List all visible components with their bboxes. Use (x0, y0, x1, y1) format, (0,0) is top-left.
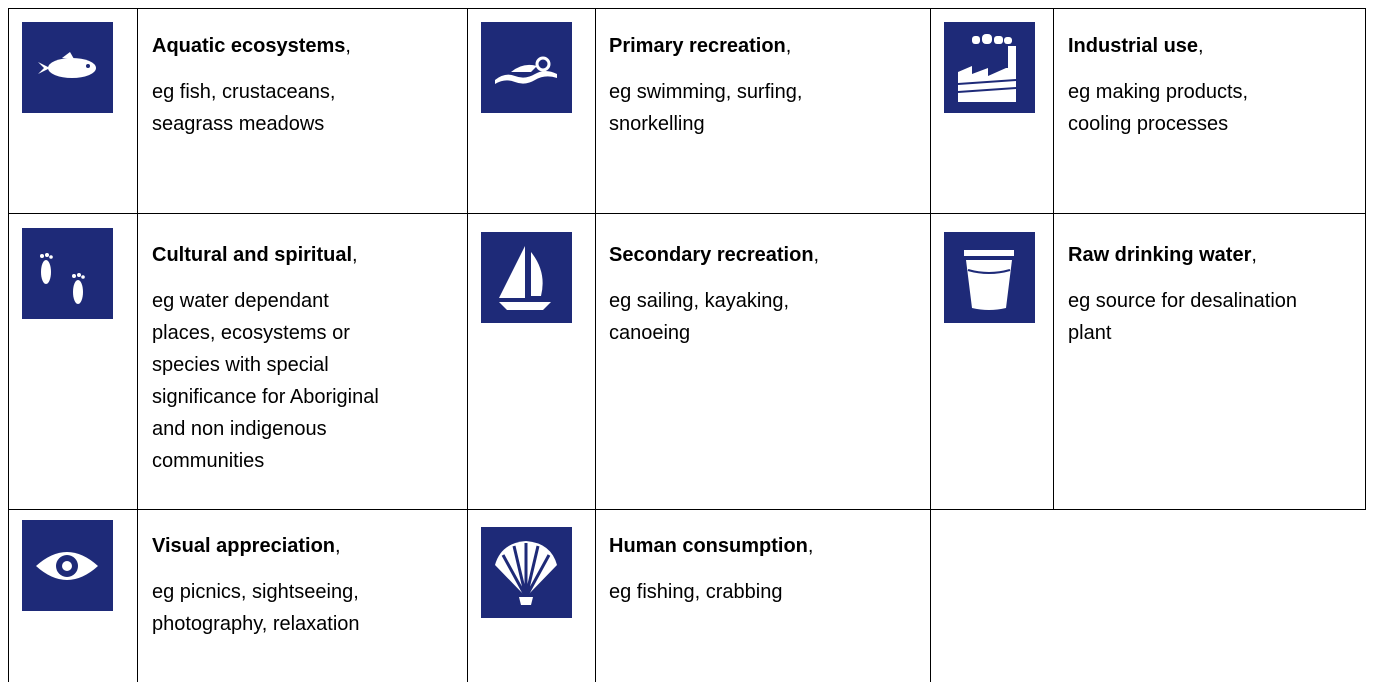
shell-icon (481, 527, 572, 618)
desc-line: eg water dependant (152, 290, 329, 312)
cell-industrial-use (1068, 30, 1248, 140)
cell-title-suffix: , (785, 35, 792, 57)
fish-icon (22, 22, 113, 113)
cell-title: Visual appreciation (152, 535, 336, 557)
sailboat-icon (481, 232, 572, 323)
footprints-icon (22, 228, 113, 319)
bucket-icon (944, 232, 1035, 323)
cell-aquatic-ecosystems (152, 30, 351, 140)
desc-line: species with special (152, 354, 329, 376)
desc-line: plant (1068, 322, 1112, 344)
table-border-top (8, 8, 1366, 9)
cell-title-suffix: , (807, 535, 814, 557)
table-border-left (8, 8, 9, 682)
cell-title: Raw drinking water (1068, 244, 1252, 266)
cell-title-suffix: , (335, 535, 341, 557)
cell-visual-appreciation (152, 530, 360, 640)
cell-title: Cultural and spiritual (152, 244, 353, 266)
cell-title-suffix: , (345, 35, 351, 57)
cell-title-suffix: , (1198, 35, 1204, 57)
desc-line: photography, relaxation (152, 613, 360, 635)
column-divider-4 (930, 8, 931, 682)
swimmer-icon (481, 22, 572, 113)
cell-title: Aquatic ecosystems (152, 35, 346, 57)
desc-line: communities (152, 450, 265, 472)
desc-line: snorkelling (609, 113, 705, 135)
cell-title: Industrial use (1068, 35, 1199, 57)
eye-icon (22, 520, 113, 611)
desc-line: cooling processes (1068, 113, 1229, 135)
cell-title-suffix: , (1251, 244, 1257, 266)
row-divider-1 (8, 213, 1366, 214)
cell-title-suffix: , (352, 244, 358, 266)
desc-line: canoeing (609, 322, 691, 344)
column-divider-2 (467, 8, 468, 682)
desc-line: eg sailing, kayaking, (609, 290, 790, 312)
cell-cultural-and-spiritual (152, 239, 379, 477)
table-border-right (1365, 8, 1366, 509)
cell-title: Secondary recreation (609, 244, 814, 266)
cell-title-suffix: , (813, 244, 820, 266)
desc-line: places, ecosystems or (152, 322, 350, 344)
cell-human-consumption (609, 530, 813, 608)
desc-line: and non indigenous (152, 418, 327, 440)
factory-icon (944, 22, 1035, 113)
column-divider-1 (137, 8, 138, 682)
column-divider-3 (595, 8, 596, 682)
desc-line: eg picnics, sightseeing, (152, 581, 359, 603)
desc-line: seagrass meadows (152, 113, 325, 135)
cell-title: Human consumption (609, 535, 808, 557)
cell-secondary-recreation (609, 239, 819, 349)
cell-title: Primary recreation (609, 35, 786, 57)
column-divider-5 (1053, 8, 1054, 509)
desc-line: significance for Aboriginal (152, 386, 379, 408)
desc-line: eg fishing, crabbing (609, 581, 783, 603)
desc-line: eg making products, (1068, 81, 1249, 103)
cell-raw-drinking-water (1068, 239, 1297, 349)
desc-line: eg source for desalination (1068, 290, 1298, 312)
desc-line: eg swimming, surfing, (609, 81, 803, 103)
row-divider-2 (8, 509, 1366, 510)
desc-line: eg fish, crustaceans, (152, 81, 336, 103)
cell-primary-recreation (609, 30, 802, 140)
